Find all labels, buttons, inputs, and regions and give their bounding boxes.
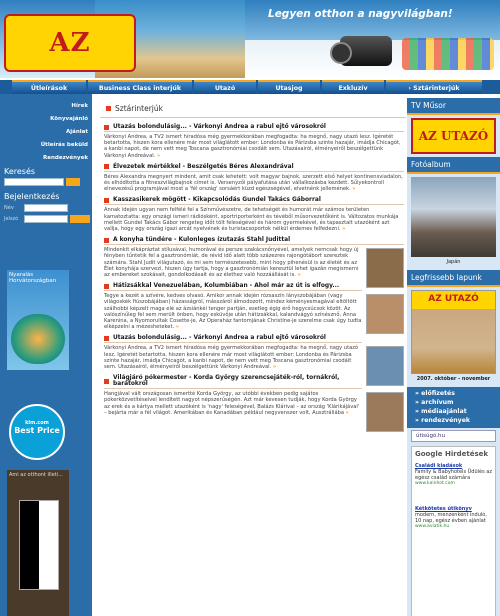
left-menu (0, 94, 92, 165)
bullet-icon (104, 284, 109, 289)
google-ad-text: modern, menzenként induló, 10 nap, egész évben ajánlat (415, 512, 487, 524)
article (104, 237, 404, 278)
login-button[interactable] (70, 215, 90, 223)
magazine-cover[interactable] (411, 290, 496, 374)
more-link[interactable]: » (297, 272, 301, 279)
article-title-text[interactable]: Világjáró pókermester - Korda György szerencsejáték-ról, tornákról, barátokról (113, 375, 340, 388)
left-menu-item[interactable]: Könyvajánló (50, 116, 88, 122)
article-text (104, 345, 404, 370)
article-body: Várkonyi Andrea, a TV2 ismert híradósa még gyermekkorában megfogadta: ha megnő, nagy utazó lesz. Igéretét betartotta, hiszen kora ellenére már most világlátott ember: Londonba és Párizsba szinte hazajár, imádja Chicagót, a kanbi napot, de nem vett meg Toscana gasztronómiai csodáit sem. Utazásairól, élményeiről beszélgettünk Várkonyi Andreával. (104, 345, 359, 371)
header-banner (0, 0, 500, 78)
article-text (104, 207, 404, 232)
bullet-icon (104, 336, 109, 341)
klm-url: klm.com (25, 420, 49, 426)
article-text (104, 293, 404, 330)
google-ad-title[interactable]: Családi kiadások (415, 463, 463, 469)
section-header (100, 98, 406, 118)
people-image (402, 38, 494, 70)
article-thumbnail[interactable] (366, 392, 404, 432)
article-title-text[interactable]: Utazás bolondulásig... - Várkonyi Andrea a rabul ejtő városokról (113, 335, 326, 342)
article-body: Tegye a kezét a szívére, kedves olvasó. Amikor annak idején rózsaszín lányszobájában (vagy világoskék fiúszobájában) házasságról, másszáról álmodozott, mindez kéményesmagával eltöltött szálhobbi képzelt maga elé az ázsiánkéi tenger partján, esetleg égig érő hegycsúcsok közöt. Az valószínűleg fel sem merült önben, hogy esküvője után hátizsákkal, kalandvágyó színésznő, Anna Karenina, a Nyomorultak Cosette-je, Az Operaház fantomjának Christine-je szerelme csak úgy tudta elképzelni a mézesheteket. (104, 293, 362, 331)
croatia-ad[interactable] (7, 270, 69, 370)
photo-title[interactable]: Fotóalbum (407, 157, 500, 174)
article-title[interactable] (104, 237, 404, 245)
article (104, 283, 404, 330)
right-sidebar (407, 98, 500, 616)
banner-slogan: Legyen otthon a nagyvilágban! (268, 8, 453, 20)
bag-image (19, 500, 59, 590)
article-title[interactable] (104, 335, 362, 343)
article-title-text[interactable]: Élvezetek mértékkel - Beszélgetés Béres Alexandrával (113, 163, 294, 170)
more-link[interactable]: » (175, 324, 180, 331)
google-label: Google Hirdetések (415, 450, 489, 458)
login-name-label: Név (4, 205, 14, 211)
croatia-ad-text: Nyaralás Horvátországban (9, 272, 57, 284)
google-ad-text: Family & Babyhotels Üdülés az egész család számára (415, 469, 492, 481)
bullet-icon (104, 164, 109, 169)
nav-tab[interactable]: Utasjog (258, 80, 320, 94)
right-link[interactable]: » előfizetés (415, 390, 455, 397)
article-list (100, 124, 406, 416)
section-title: Sztárinterjúk (115, 104, 163, 113)
article-title-text[interactable]: A konyha tündére - Kulonleges ízutazás Stahl Judittal (113, 237, 291, 244)
left-menu-item[interactable]: Útleírás beküld (40, 142, 88, 148)
bauer-ad-text: Ami az otthont illeti... (9, 472, 63, 478)
camcorder-image (340, 36, 392, 66)
article-text (104, 174, 404, 193)
article-body: Mindenkit elkápráztat stílusával, humorával és persze szakácsnőnyével, amelyek nemcsak hogy új fényben tűntetik fel a gasztronómiát, de révid idő alatt több százezres rajongótábort szereztek számára. Stahl Judit világutazó, és mi sem természetesebb, mint hogy pihenésül is az életét és az Élet konyhája szervezi, hiszen úgy tartja, hogy a gasztronómián keresztül lehet igazán megismerni az embereket szokásait, gondolkodásait és az élethez való hozzáállását is. (104, 247, 359, 279)
right-links (407, 387, 500, 428)
search-button[interactable] (66, 178, 80, 186)
search-title: Keresés (4, 167, 36, 176)
tv-logo[interactable]: AZ UTAZÓ (411, 118, 496, 154)
article-thumbnail[interactable] (366, 248, 404, 288)
nav-tab[interactable]: Utazó (194, 80, 256, 94)
right-link[interactable]: » rendezvények (415, 417, 471, 424)
coral-image (11, 314, 65, 364)
more-link[interactable]: » (342, 226, 346, 233)
magazine-logo: AZ UTAZÓ (428, 294, 479, 304)
article-body: Hangjával vált országosan ismertté Korda György, az utóbbi években pedig sajátos pókerközvetítéseivel lendített nagyot népszerűségén. Azt már kevesen tudják, hogy Korda György az erek és a kártya mellett utazóként is 'nagy' feleségével, Balázs Klárival – az ország 'Klárikájával' – bejárta már a fél világot. Amerikában és Kanadában például negyvenszer volt, Ausztráliába (104, 391, 360, 416)
more-link[interactable]: » (352, 186, 356, 193)
photo-album-image[interactable] (411, 177, 496, 257)
login-pass-label: Jelszó (4, 216, 19, 222)
left-menu-item[interactable]: Hírek (71, 103, 88, 109)
article-title-text[interactable]: Hátizsákkal Venezuelában, Kolumbiában - Ahol már az út is elfogy... (113, 283, 340, 290)
article (104, 375, 404, 416)
bullet-icon (104, 238, 109, 243)
nav-tab[interactable]: › Sztárinterjúk (386, 80, 482, 94)
bauer-ad[interactable] (7, 470, 69, 616)
klm-best-price: Best Price (14, 426, 60, 435)
magazine-caption: 2007. október - november (416, 376, 491, 382)
left-menu-item[interactable]: Ajánlat (66, 129, 88, 135)
google-ad-2[interactable] (415, 506, 492, 529)
article-thumbnail[interactable] (366, 294, 404, 334)
bullet-icon (106, 106, 111, 111)
bullet-icon (104, 379, 109, 384)
article-text (104, 391, 404, 416)
article-text (104, 134, 404, 159)
article (104, 164, 404, 193)
klm-badge (9, 404, 65, 460)
more-link[interactable]: » (272, 364, 277, 371)
nav-tab[interactable]: Business Class interjúk (88, 80, 192, 94)
utisugo-banner[interactable]: útisúgó.hu (411, 430, 496, 442)
google-ad-url[interactable]: www.kainhot.com (415, 481, 455, 486)
bullet-icon (104, 198, 109, 203)
article-thumbnail[interactable] (366, 346, 404, 386)
article-body: Béres Alexandra megnyert mindent, amit csak lehetett: volt magyar bajnok, szerzett első helyet kontinensviadalon, és elhódította a fitneszvilágbajnok címet is. Versenyzői pályafutása után vállalkozásba kezdett. Sűlyekontroll elnevezésű programjával most a 'fél ország' sorsáért küzd egészségével, elvetnénk jellemének. (104, 173, 403, 193)
article-title[interactable] (104, 375, 362, 389)
tv-title[interactable]: TV Műsor (407, 98, 500, 115)
google-ads (411, 446, 496, 616)
article (104, 197, 404, 232)
left-menu-item[interactable]: Rendezvények (43, 155, 88, 161)
google-ad-1[interactable] (415, 463, 492, 486)
more-link[interactable]: » (345, 409, 349, 416)
google-ad-url[interactable]: www.aviatik.hu (415, 524, 450, 529)
article-title[interactable] (104, 164, 404, 172)
left-sidebar (0, 94, 92, 616)
login-title: Bejelentkezés (4, 192, 60, 201)
login-name-input[interactable] (24, 204, 68, 212)
article-body: Várkonyi Andrea, a TV2 ismert híradósa még gyermekkorában megfogadta: ha megnő, nagy utazó lesz. Igéretét betartotta, hiszen kora ellenére már most világlátott ember: Londonba és Párizsba szinte hazajár, imádja Chicagót, a kanbi napot, de nem vett meg Toscana gasztronómiai csodáit sem. Utazásairól, élményeiről beszélgettünk Várkonyi Andreával. (104, 134, 401, 159)
right-link[interactable]: » archívum (415, 399, 454, 406)
mag-title[interactable]: Legfrissebb lapunk (407, 270, 500, 287)
search-input[interactable] (4, 178, 64, 186)
article-title-text[interactable]: Utazás bolondulásig... - Várkonyi Andrea a rabul ejtő városokról (113, 124, 326, 130)
article-title-text[interactable]: Kasszasikerek mögött - Kikapcsolódás Gundel Takács Gáborral (113, 197, 321, 204)
photo-caption: Japán (446, 259, 461, 265)
bullet-icon (104, 125, 109, 130)
main-nav (0, 80, 500, 94)
article (104, 335, 404, 370)
right-link[interactable]: » médiaajánlat (415, 408, 467, 415)
article-title[interactable] (104, 124, 404, 132)
klm-ad[interactable] (7, 402, 69, 460)
article (104, 124, 404, 159)
article-body: Annak idején ugyan nem felfélé fel a Színművészetre, de tehetségét és humorát már számos területen kamatoztatta: egy országi ismeri rádiósként, sportriporterként és tévéből műsorvezetőként is. Változatos munkája mellett Gundel Takács Gábor rengeteg időt tölt feleségével és három gyermekével, és tapasztalt utazóként azt vallja, hogy egy ország igazi arcát nyelvének és turistacsoportok nélkül érdemes felfedezni. (104, 207, 399, 233)
nav-tab[interactable]: Exkluzív (322, 80, 384, 94)
site-logo[interactable]: AZ (4, 14, 136, 72)
main-content (100, 98, 406, 616)
article-title[interactable] (104, 283, 362, 291)
more-link[interactable]: » (156, 152, 161, 159)
nav-tab[interactable]: Útleírások (12, 80, 86, 94)
article-title[interactable] (104, 197, 404, 205)
google-ad-title[interactable]: Kétkötetes útikönyv (415, 506, 472, 512)
login-pass-input[interactable] (24, 215, 68, 223)
article-text (104, 247, 404, 278)
